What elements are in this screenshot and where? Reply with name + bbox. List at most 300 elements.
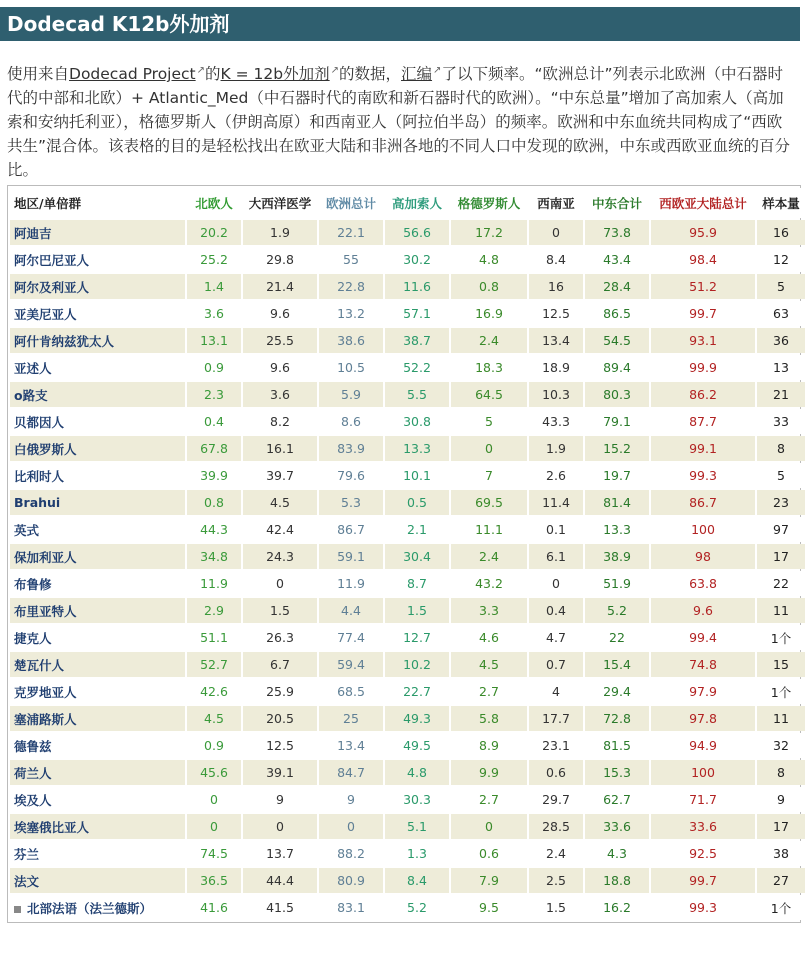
value-cell (385, 598, 449, 623)
table-row (10, 490, 805, 515)
value-cell (585, 625, 649, 650)
cell-value: 45.6 (200, 765, 228, 780)
value-cell (243, 220, 317, 245)
cell-value: 4.5 (270, 495, 290, 510)
value-cell (385, 436, 449, 461)
value-cell (243, 463, 317, 488)
cell-value: 9.6 (693, 603, 713, 618)
cell-value: 25.2 (200, 252, 228, 267)
region-cell (10, 436, 185, 461)
value-cell (651, 598, 755, 623)
value-cell (529, 301, 583, 326)
cell-value: 29.4 (603, 684, 631, 699)
value-cell (187, 760, 241, 785)
intro-text: 的 (205, 65, 221, 84)
value-cell (529, 652, 583, 677)
cell-value: 29.7 (542, 792, 570, 807)
value-cell (651, 301, 755, 326)
value-cell (529, 787, 583, 812)
value-cell (651, 517, 755, 542)
table-row (10, 733, 805, 758)
value-cell (451, 463, 527, 488)
region-cell (10, 247, 185, 272)
region-cell (10, 895, 185, 920)
value-cell (757, 409, 805, 434)
value-cell (585, 517, 649, 542)
cell-value: 9.9 (479, 765, 499, 780)
value-cell (319, 409, 383, 434)
column-header[interactable]: 北欧人 (187, 188, 241, 218)
value-cell (451, 544, 527, 569)
value-cell (529, 274, 583, 299)
table-row (10, 598, 805, 623)
value-cell (187, 787, 241, 812)
region-name: 荷兰人 (14, 765, 52, 781)
value-cell (385, 625, 449, 650)
column-header[interactable]: 地区/单倍群 (10, 188, 185, 218)
value-cell (451, 220, 527, 245)
value-cell (451, 571, 527, 596)
cell-value: 39.1 (266, 765, 294, 780)
cell-value: 18.9 (542, 360, 570, 375)
value-cell (585, 679, 649, 704)
value-cell (529, 760, 583, 785)
cell-value: 4.4 (341, 603, 361, 618)
value-cell (585, 598, 649, 623)
cell-value: 4.5 (204, 711, 224, 726)
cell-value: 9.5 (479, 900, 499, 915)
table-row (10, 625, 805, 650)
cell-value: 0 (210, 819, 218, 834)
value-cell (757, 895, 805, 920)
cell-value: 94.9 (689, 738, 717, 753)
cell-value: 8.4 (407, 873, 427, 888)
value-cell (585, 328, 649, 353)
value-cell (585, 463, 649, 488)
value-cell (451, 706, 527, 731)
cell-value: 49.3 (403, 711, 431, 726)
cell-value: 1.4 (204, 279, 224, 294)
cell-value: 67.8 (200, 441, 228, 456)
value-cell (243, 733, 317, 758)
cell-value: 64.5 (475, 387, 503, 402)
cell-value: 21 (773, 387, 789, 402)
page-title: Dodecad K12b外加剂 (0, 7, 800, 41)
cell-value: 88.2 (337, 846, 365, 861)
region-name: 英式 (14, 522, 40, 538)
region-cell (10, 787, 185, 812)
value-cell (319, 463, 383, 488)
k12b-link[interactable]: K = 12b外加剂 (220, 65, 330, 84)
region-name: Brahui (14, 495, 61, 510)
cell-value: 10.3 (542, 387, 570, 402)
cell-value: 2.6 (546, 468, 566, 483)
value-cell (451, 598, 527, 623)
value-cell (757, 571, 805, 596)
intro-text: 了以下频率。“欧洲总计”列表示北欧洲（中石器时代的中部和北欧）+ Atlantic_Med（中石器时代的南欧和新石器时代的欧洲）。“中东总量”增加了高加索人（高加索和安纳托利亚），格德罗斯人（伊朗高原）和西南亚人（阿拉伯半岛）的频率。欧洲和中东血统共同构成了“西欧共生”混合体。该表格的目的是轻松找出在欧亚大陆和非洲各地的不同人口中发现的欧洲，中东或西欧亚血统的百分比。 (7, 65, 791, 180)
value-cell (319, 274, 383, 299)
cell-value: 5.2 (607, 603, 627, 618)
cell-value: 0 (552, 576, 560, 591)
cell-value: 74.5 (200, 846, 228, 861)
cell-value: 38.6 (337, 333, 365, 348)
table-row (10, 328, 805, 353)
value-cell (451, 625, 527, 650)
value-cell (651, 220, 755, 245)
cell-value: 99.1 (689, 441, 717, 456)
cell-value: 0 (485, 819, 493, 834)
value-cell (757, 706, 805, 731)
region-cell (10, 490, 185, 515)
value-cell (757, 382, 805, 407)
value-cell (585, 355, 649, 380)
region-name: o路支 (14, 387, 48, 403)
cell-value: 26.3 (266, 630, 294, 645)
cell-value: 39.9 (200, 468, 228, 483)
region-name: 阿什肯纳兹犹太人 (14, 333, 115, 349)
table-row (10, 841, 805, 866)
value-cell (757, 814, 805, 839)
cell-value: 29.8 (266, 252, 294, 267)
value-cell (651, 382, 755, 407)
region-cell (10, 625, 185, 650)
value-cell (385, 328, 449, 353)
cell-value: 0.4 (546, 603, 566, 618)
value-cell (651, 247, 755, 272)
value-cell (651, 814, 755, 839)
value-cell (319, 598, 383, 623)
value-cell (451, 787, 527, 812)
cell-value: 99.9 (689, 360, 717, 375)
cell-value: 52.2 (403, 360, 431, 375)
value-cell (187, 355, 241, 380)
value-cell (451, 355, 527, 380)
cell-value: 28.5 (542, 819, 570, 834)
cell-value: 0.9 (204, 360, 224, 375)
cell-value: 18.8 (603, 873, 631, 888)
region-cell (10, 868, 185, 893)
cell-value: 1.5 (407, 603, 427, 618)
column-header[interactable]: 西南亚 (529, 188, 583, 218)
region-cell (10, 652, 185, 677)
cell-value: 11.9 (200, 576, 228, 591)
value-cell (651, 841, 755, 866)
table-row (10, 544, 805, 569)
cell-value: 1个 (770, 630, 792, 646)
table-row (10, 571, 805, 596)
region-name: 埃塞俄比亚人 (14, 819, 90, 835)
value-cell (651, 274, 755, 299)
value-cell (585, 868, 649, 893)
value-cell (651, 625, 755, 650)
value-cell (319, 220, 383, 245)
value-cell (187, 463, 241, 488)
value-cell (651, 652, 755, 677)
cell-value: 16.1 (266, 441, 294, 456)
value-cell (529, 571, 583, 596)
external-link-icon: ↗ (330, 65, 340, 76)
cell-value: 22.7 (403, 684, 431, 699)
cell-value: 15.3 (603, 765, 631, 780)
table-row (10, 436, 805, 461)
cell-value: 5.8 (479, 711, 499, 726)
cell-value: 22.8 (337, 279, 365, 294)
value-cell (651, 409, 755, 434)
cell-value: 1.3 (407, 846, 427, 861)
cell-value: 2.3 (204, 387, 224, 402)
cell-value: 8.7 (407, 576, 427, 591)
region-name: 埃及人 (14, 792, 52, 808)
value-cell (385, 220, 449, 245)
cell-value: 10.2 (403, 657, 431, 672)
column-header[interactable]: 格德罗斯人 (451, 188, 527, 218)
region-cell (10, 598, 185, 623)
cell-value: 43.2 (475, 576, 503, 591)
cell-value: 13.3 (603, 522, 631, 537)
value-cell (757, 328, 805, 353)
column-header[interactable]: 大西洋医学 (243, 188, 317, 218)
table-row (10, 787, 805, 812)
region-cell (10, 274, 185, 299)
cell-value: 16 (773, 225, 789, 240)
value-cell (243, 787, 317, 812)
value-cell (319, 787, 383, 812)
value-cell (385, 571, 449, 596)
cell-value: 38.7 (403, 333, 431, 348)
region-cell (10, 760, 185, 785)
value-cell (757, 355, 805, 380)
value-cell (243, 571, 317, 596)
cell-value: 20.5 (266, 711, 294, 726)
cell-value: 17.7 (542, 711, 570, 726)
cell-value: 8 (777, 765, 785, 780)
column-header[interactable]: 中东合计 (585, 188, 649, 218)
cell-value: 44.4 (266, 873, 294, 888)
table-row (10, 247, 805, 272)
cell-value: 36 (773, 333, 789, 348)
region-name: 阿迪吉 (14, 225, 52, 241)
value-cell (757, 247, 805, 272)
cell-value: 16.9 (475, 306, 503, 321)
cell-value: 0 (485, 441, 493, 456)
table-row (10, 517, 805, 542)
dodecad-project-link[interactable]: Dodecad Project (69, 65, 196, 84)
value-cell (529, 490, 583, 515)
cell-value: 13.3 (403, 441, 431, 456)
cell-value: 22 (773, 576, 789, 591)
cell-value: 55 (343, 252, 359, 267)
cell-value: 11.9 (337, 576, 365, 591)
cell-value: 98.4 (689, 252, 717, 267)
value-cell (451, 382, 527, 407)
value-cell (385, 868, 449, 893)
value-cell (385, 517, 449, 542)
cell-value: 0.7 (546, 657, 566, 672)
cell-value: 0.8 (479, 279, 499, 294)
value-cell (385, 247, 449, 272)
cell-value: 74.8 (689, 657, 717, 672)
value-cell (529, 220, 583, 245)
value-cell (385, 895, 449, 920)
value-cell (385, 301, 449, 326)
value-cell (319, 382, 383, 407)
value-cell (451, 868, 527, 893)
cell-value: 30.3 (403, 792, 431, 807)
region-name: 布里亚特人 (14, 603, 77, 619)
value-cell (529, 544, 583, 569)
value-cell (319, 247, 383, 272)
region-cell (10, 328, 185, 353)
cell-value: 13.4 (337, 738, 365, 753)
value-cell (187, 517, 241, 542)
cell-value: 2.9 (204, 603, 224, 618)
value-cell (529, 814, 583, 839)
value-cell (243, 517, 317, 542)
cell-value: 20.2 (200, 225, 228, 240)
cell-value: 12.5 (542, 306, 570, 321)
value-cell (319, 544, 383, 569)
value-cell (585, 490, 649, 515)
cell-value: 4 (552, 684, 560, 699)
value-cell (319, 355, 383, 380)
value-cell (451, 652, 527, 677)
intro-text: 的数据， (339, 65, 402, 84)
column-header[interactable]: 西欧亚大陆总计 (651, 188, 755, 218)
cell-value: 95.9 (689, 225, 717, 240)
cell-value: 11 (773, 603, 789, 618)
value-cell (243, 247, 317, 272)
cell-value: 24.3 (266, 549, 294, 564)
cell-value: 12 (773, 252, 789, 267)
region-cell (10, 463, 185, 488)
cell-value: 9 (777, 792, 785, 807)
cell-value: 68.5 (337, 684, 365, 699)
value-cell (585, 436, 649, 461)
cell-value: 97.8 (689, 711, 717, 726)
cell-value: 13.7 (266, 846, 294, 861)
value-cell (529, 409, 583, 434)
cell-value: 13.1 (200, 333, 228, 348)
value-cell (319, 706, 383, 731)
summary-link[interactable]: 汇编 (401, 65, 433, 84)
value-cell (243, 841, 317, 866)
cell-value: 73.8 (603, 225, 631, 240)
cell-value: 23.1 (542, 738, 570, 753)
value-cell (187, 544, 241, 569)
cell-value: 15.4 (603, 657, 631, 672)
column-header[interactable]: 样本量 (757, 188, 805, 218)
value-cell (385, 409, 449, 434)
value-cell (757, 463, 805, 488)
cell-value: 7.9 (479, 873, 499, 888)
value-cell (319, 652, 383, 677)
value-cell (187, 814, 241, 839)
value-cell (757, 490, 805, 515)
region-name: 楚瓦什人 (14, 657, 65, 673)
external-link-icon: ↗ (196, 65, 206, 76)
value-cell (319, 490, 383, 515)
value-cell (319, 328, 383, 353)
value-cell (451, 274, 527, 299)
value-cell (243, 490, 317, 515)
table-row (10, 652, 805, 677)
cell-value: 8.2 (270, 414, 290, 429)
value-cell (451, 301, 527, 326)
value-cell (651, 490, 755, 515)
value-cell (243, 328, 317, 353)
cell-value: 99.3 (689, 900, 717, 915)
cell-value: 38 (773, 846, 789, 861)
cell-value: 99.7 (689, 306, 717, 321)
value-cell (529, 841, 583, 866)
cell-value: 22 (609, 630, 625, 645)
cell-value: 62.7 (603, 792, 631, 807)
cell-value: 39.7 (266, 468, 294, 483)
value-cell (385, 490, 449, 515)
region-cell (10, 355, 185, 380)
value-cell (451, 409, 527, 434)
value-cell (451, 247, 527, 272)
value-cell (319, 841, 383, 866)
region-cell (10, 544, 185, 569)
table-row (10, 814, 805, 839)
cell-value: 79.6 (337, 468, 365, 483)
value-cell (243, 814, 317, 839)
cell-value: 59.1 (337, 549, 365, 564)
value-cell (385, 787, 449, 812)
table-row (10, 895, 805, 920)
cell-value: 6.7 (270, 657, 290, 672)
cell-value: 25.9 (266, 684, 294, 699)
cell-value: 3.3 (479, 603, 499, 618)
cell-value: 21.4 (266, 279, 294, 294)
cell-value: 93.1 (689, 333, 717, 348)
square-expand-icon[interactable] (14, 906, 21, 913)
column-header[interactable]: 欧洲总计 (319, 188, 383, 218)
value-cell (187, 301, 241, 326)
value-cell (757, 841, 805, 866)
value-cell (385, 733, 449, 758)
cell-value: 84.7 (337, 765, 365, 780)
value-cell (187, 328, 241, 353)
value-cell (451, 760, 527, 785)
cell-value: 13.4 (542, 333, 570, 348)
value-cell (187, 274, 241, 299)
region-name: 捷克人 (14, 630, 52, 646)
cell-value: 28.4 (603, 279, 631, 294)
value-cell (757, 625, 805, 650)
cell-value: 8 (777, 441, 785, 456)
cell-value: 1.5 (546, 900, 566, 915)
cell-value: 5.3 (341, 495, 361, 510)
value-cell (187, 490, 241, 515)
cell-value: 4.8 (479, 252, 499, 267)
cell-value: 5.1 (407, 819, 427, 834)
intro-text: 使用来自 (7, 65, 70, 84)
cell-value: 15 (773, 657, 789, 672)
cell-value: 15.2 (603, 441, 631, 456)
cell-value: 80.9 (337, 873, 365, 888)
cell-value: 63 (773, 306, 789, 321)
value-cell (529, 598, 583, 623)
value-cell (451, 733, 527, 758)
cell-value: 18.3 (475, 360, 503, 375)
value-cell (319, 517, 383, 542)
value-cell (757, 679, 805, 704)
column-header[interactable]: 高加索人 (385, 188, 449, 218)
cell-value: 100 (691, 765, 715, 780)
cell-value: 2.4 (479, 333, 499, 348)
